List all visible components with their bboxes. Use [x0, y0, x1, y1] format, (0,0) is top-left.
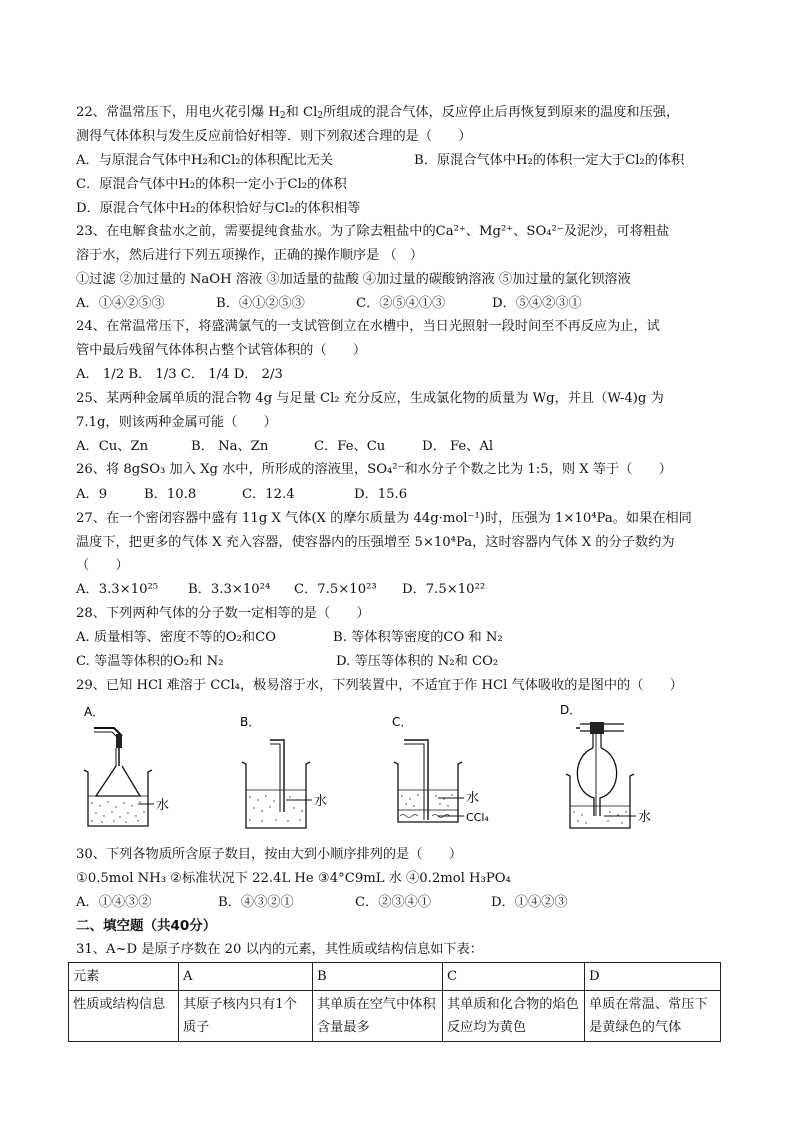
table-header-cell: A: [179, 963, 313, 991]
q22-stem-line1: 22、常温常压下，用电火花引爆 $H_2$和 $Cl_2$所组成的混合气体，反应停止后再恢复到原来的温度和压强，: [76, 105, 680, 121]
q27-option-a: A．3.3×10²⁵: [76, 582, 159, 597]
table-header-cell: B: [313, 963, 443, 991]
apparatus-a-label: A．: [84, 705, 105, 719]
q28-stem: 28、下列两种气体的分子数一定相等的是（ ）: [76, 606, 370, 621]
q27-option-c: C．7.5×10²³: [294, 582, 377, 597]
q23-options: [76, 295, 582, 313]
q24-options: A． 1/2 B． 1/3 C． 1/4 D． 2/3: [76, 367, 283, 382]
q30-options: [76, 894, 568, 912]
q25-option-b: B． Na、Zn: [191, 439, 269, 454]
q31-stem: 31、A~D 是原子序数在 20 以内的元素，其性质或结构信息如下表：: [76, 942, 483, 957]
q27-stem-line2: 温度下，把更多的气体 X 充入容器，使容器内的压强增至 5×10⁴Pa，这时容器内气体 X 的分子数约为: [76, 535, 675, 550]
q22-option-d: D．原混合气体中H₂的体积恰好与Cl₂的体积相等: [76, 201, 361, 216]
q30-items: ①0.5mol NH₃ ②标准状况下 22.4L He ③4°C9mL 水 ④0.2mol H₃PO₄: [76, 871, 511, 886]
q22-option-a: A．与原混合气体中H₂和Cl₂的体积配比无关: [76, 153, 333, 168]
q25-stem-line2: 7.1g，则该两种金属可能（ ）: [76, 415, 277, 430]
q23-option-c: C．②⑤④①③: [356, 296, 446, 311]
apparatus-d-water-label: 水: [638, 810, 652, 825]
q24-stem-line2: 管中最后残留气体体积占整个试管体积的（ ）: [76, 343, 367, 358]
q26-option-d: D．15.6: [354, 487, 408, 502]
q23-stem-line1: 23、在电解食盐水之前，需要提纯食盐水。为了除去粗盐中的Ca²⁺、Mg²⁺、SO₄²⁻及泥沙，可将粗盐: [76, 224, 670, 239]
q25-option-c: C．Fe、Cu: [314, 439, 386, 454]
section-heading: 二、填空题（共40分）: [76, 918, 217, 934]
q30-option-a: A．①④③②: [76, 895, 152, 910]
q26-stem: 26、将 8gSO₃ 加入 Xg 水中，所形成的溶液里，SO₄²⁻和水分子个数之比为 1:5，则 X 等于（ ）: [76, 462, 672, 477]
q26-options: [76, 486, 407, 504]
table-cell-b: 其单质在空气中体积含量最多: [313, 991, 443, 1042]
table-header-cell: D: [585, 963, 721, 991]
table-cell-d: 单质在常温、常压下是黄绿色的气体: [585, 991, 721, 1042]
apparatus-d-label: D．: [560, 703, 582, 717]
q29-apparatus-figure: [78, 700, 718, 840]
q26-option-c: C．12.4: [242, 487, 295, 502]
q23-option-a: A．①④②⑤③: [76, 296, 165, 311]
q29-stem: 29、已知 HCl 难溶于 CCl₄，极易溶于水，下列装置中，不适宜于作 HCl 气体吸收的是图中的（ ）: [76, 678, 683, 693]
apparatus-c-ccl4-label: CCl₄: [466, 811, 489, 824]
q25-option-d: D． Fe、Al: [422, 439, 494, 454]
q25-option-a: A．Cu、Zn: [76, 439, 149, 454]
q27-options: [76, 581, 485, 599]
q25-stem-line1: 25、某两种金属单质的混合物 4g 与足量 Cl₂ 充分反应，生成氯化物的质量为 Wg，并且（W-4)g 为: [76, 391, 664, 406]
q23-operations: ①过滤 ②加过量的 NaOH 溶液 ③加适量的盐酸 ④加过量的碳酸钠溶液 ⑤加过量的氯化钡溶液: [76, 272, 631, 287]
q30-option-b: B．④③②①: [218, 895, 294, 910]
q25-options: [76, 438, 493, 456]
table-row-label: 性质或结构信息: [69, 991, 179, 1042]
q30-option-c: C．②③④①: [355, 895, 432, 910]
q28-option-b: B. 等体积等密度的CO 和 N₂: [333, 630, 503, 645]
q28-option-c: C. 等温等体积的O₂和 N₂: [76, 654, 224, 669]
q24-stem-line1: 24、在常温常压下，将盛满氯气的一支试管倒立在水槽中，当日光照射一段时间至不再反应为止，试: [76, 319, 660, 334]
q27-stem-line3: （ ）: [76, 558, 129, 573]
q27-stem-line1: 27、在一个密闭容器中盛有 11g X 气体(X 的摩尔质量为 44g·mol⁻¹)时，压强为 1×10⁴Pa。如果在相同: [76, 511, 692, 526]
q23-option-b: B．④①②⑤③: [216, 296, 305, 311]
q26-option-a: A．9: [76, 487, 108, 502]
apparatus-a-water-label: 水: [156, 798, 170, 813]
q23-option-d: D．⑤④②③①: [492, 296, 582, 311]
apparatus-b-water-label: 水: [314, 794, 328, 809]
q30-stem: 30、下列各物质所含原子数目，按由大到小顺序排列的是（ ）: [76, 847, 463, 862]
q28-option-a: A. 质量相等、密度不等的O₂和CO: [76, 630, 276, 645]
table-row: [69, 991, 721, 1042]
table-cell-a: 其原子核内只有1个质子: [179, 991, 313, 1042]
q23-stem-line2: 溶于水，然后进行下列五项操作，正确的操作顺序是 （ ）: [76, 248, 424, 263]
q28-options-ab: [76, 629, 503, 647]
table-header-cell: C: [443, 963, 585, 991]
q27-option-d: D．7.5×10²²: [402, 582, 486, 597]
apparatus-b: [240, 715, 327, 828]
q28-option-d: D. 等压等体积的 N₂和 CO₂: [336, 654, 499, 669]
apparatus-c-label: C．: [392, 715, 413, 729]
apparatus-c-water-label: 水: [466, 791, 480, 806]
q22-option-c: C．原混合气体中H₂的体积一定小于Cl₂的体积: [76, 177, 347, 192]
apparatus-c: [392, 715, 489, 824]
q22-option-b: B．原混合气体中H₂的体积一定大于Cl₂的体积: [414, 153, 685, 168]
element-info-table: [68, 962, 721, 1042]
apparatus-b-label: B．: [240, 715, 261, 729]
q22-options-ab: [76, 152, 684, 170]
apparatus-d: [560, 703, 651, 828]
q22-stem-line2: 测得气体体积与发生反应前恰好相等．则下列叙述合理的是（ ）: [76, 129, 472, 144]
table-header-cell: 元素: [69, 963, 179, 991]
q27-option-b: B．3.3×10²⁴: [188, 582, 271, 597]
apparatus-a: [84, 705, 169, 826]
q30-option-d: D．①④②③: [491, 895, 568, 910]
q28-options-cd: [76, 653, 498, 671]
q26-option-b: B．10.8: [144, 487, 197, 502]
table-header-row: [69, 963, 721, 991]
table-cell-c: 其单质和化合物的焰色反应均为黄色: [443, 991, 585, 1042]
